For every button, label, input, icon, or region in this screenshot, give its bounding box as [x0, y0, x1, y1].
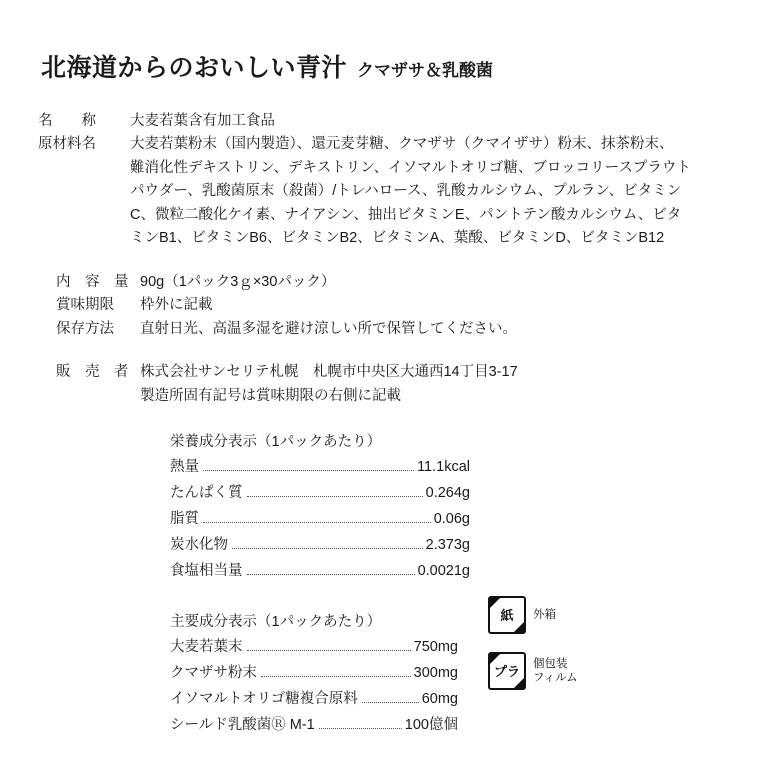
leader-dots [261, 676, 411, 677]
nutrition-row-value: 0.0021g [417, 562, 470, 579]
nutrition-row-value: 2.373g [425, 536, 470, 553]
spec-block-primary [38, 110, 722, 251]
ingredients-line: 大麦若葉粉末（国内製造）、還元麦芽糖、クマザサ（クマイザサ）粉末、抹茶粉末、 [130, 136, 674, 153]
leader-dots [247, 650, 411, 651]
recycle-mark-label [533, 608, 556, 622]
nutrition-table-title: 栄養成分表示（1パックあたり） [170, 434, 382, 451]
spec-label-ingredients: 原材料名 [38, 136, 96, 153]
table-row [170, 455, 470, 481]
spec-value-ingredients [130, 133, 722, 250]
leader-dots [362, 702, 419, 703]
arrow-bottom-right-icon [513, 621, 525, 633]
components-rows [170, 635, 458, 738]
leader-dots [247, 574, 415, 575]
spec-row-content [56, 271, 722, 294]
spec-value-storage: 直射日光、高温多湿を避け涼しい所で保管してください。 [140, 320, 517, 337]
arrow-top-left-icon [489, 653, 501, 665]
recycle-mark-paper [488, 596, 578, 634]
spec-block-secondary [56, 271, 722, 341]
table-row [170, 507, 470, 533]
spec-label-content: 内 容 量 [56, 273, 129, 290]
recycle-mark-glyph: プラ [493, 663, 520, 679]
table-row [170, 687, 458, 713]
nutrition-row-name: たんぱく質 [170, 485, 243, 502]
nutrition-row-value: 11.1kcal [417, 459, 470, 476]
leader-dots [232, 548, 423, 549]
nutrition-row-value: 0.06g [433, 510, 470, 527]
seller-line: 製造所固有記号は賞味期限の右側に記載 [140, 387, 401, 404]
spec-label-storage: 保存方法 [56, 320, 114, 337]
ingredients-line: パウダー、乳酸菌原末（殺菌）/トレハロース、乳酸カルシウム、プルラン、ビタミン [130, 183, 682, 200]
component-row-value: 750mg [413, 639, 458, 656]
ingredients-line: 難消化性デキストリン、デキストリン、イソマルトオリゴ糖、ブロッコリースプラウト [130, 159, 691, 176]
spec-row-expiry [56, 294, 722, 317]
recycle-mark-plastic [488, 652, 578, 690]
spec-row-storage [56, 318, 722, 341]
recycle-mark-label-line2: フィルム [533, 672, 578, 684]
ingredients-line: C、微粒二酸化ケイ素、ナイアシン、抽出ビタミンE、パントテン酸カルシウム、ビタ [130, 206, 682, 223]
product-title-main: 北海道からのおいしい青汁 [41, 54, 348, 82]
leader-dots [247, 496, 423, 497]
spec-value-expiry: 枠外に記載 [140, 297, 213, 314]
leader-dots [203, 522, 431, 523]
nutrition-tables [170, 430, 722, 738]
table-row [170, 661, 458, 687]
nutrition-row-name: 熱量 [170, 459, 199, 476]
spec-block-seller [56, 361, 722, 408]
spec-row-ingredients [38, 133, 722, 250]
seller-line: 株式会社サンセリテ札幌 札幌市中央区大通西14丁目3-17 [140, 364, 518, 381]
leader-dots [203, 470, 414, 471]
nutrition-row-value: 0.264g [425, 485, 470, 502]
table-row [170, 559, 470, 585]
table-row [170, 635, 458, 661]
recycle-mark-glyph: 紙 [500, 607, 514, 623]
nutrition-row-name: 脂質 [170, 510, 199, 527]
spec-value-content: 90g（1パック3ｇ×30パック） [140, 273, 336, 290]
nutrition-row-name: 食塩相当量 [170, 562, 243, 579]
recycle-mark-label-line1: 個包装 [533, 657, 568, 670]
spec-label-name: 名 称 [38, 113, 96, 129]
paper-recycle-icon [488, 596, 526, 634]
product-title-sub: クマザサ＆乳酸菌 [357, 61, 494, 80]
component-row-name: シールド乳酸菌Ⓡ M-1 [170, 716, 315, 733]
page-title [41, 48, 722, 84]
spec-value-name: 大麦若葉含有加工食品 [130, 113, 275, 129]
plastic-recycle-icon [488, 652, 526, 690]
component-row-value: 300mg [413, 665, 458, 682]
main-components-table [170, 607, 722, 738]
ingredients-line: ミンB1、ビタミンB6、ビタミンB2、ビタミンA、葉酸、ビタミンD、ビタミンB12 [130, 230, 665, 247]
nutrition-rows [170, 455, 470, 584]
recycle-mark-label [533, 657, 578, 686]
arrow-top-left-icon [489, 597, 501, 609]
component-row-name: 大麦若葉末 [170, 639, 243, 656]
spec-label-seller: 販 売 者 [56, 364, 129, 381]
recycle-marks [488, 596, 578, 708]
component-row-value: 60mg [421, 690, 458, 707]
component-row-value: 100億個 [404, 716, 458, 733]
spec-row-name [38, 110, 722, 133]
table-row [170, 713, 458, 739]
arrow-bottom-right-icon [513, 677, 525, 689]
recycle-mark-label-line1: 外箱 [533, 608, 556, 621]
component-row-name: クマザサ粉末 [170, 665, 257, 682]
table-row [170, 533, 470, 559]
nutrition-row-name: 炭水化物 [170, 536, 228, 553]
component-row-name: イソマルトオリゴ糖複合原料 [170, 690, 358, 707]
spec-row-seller [56, 361, 722, 408]
components-table-title: 主要成分表示（1パックあたり） [170, 614, 382, 631]
spec-value-seller [140, 361, 722, 408]
nutrition-facts-table [170, 430, 722, 584]
leader-dots [319, 728, 402, 729]
spec-label-expiry: 賞味期限 [56, 297, 114, 314]
table-row [170, 481, 470, 507]
